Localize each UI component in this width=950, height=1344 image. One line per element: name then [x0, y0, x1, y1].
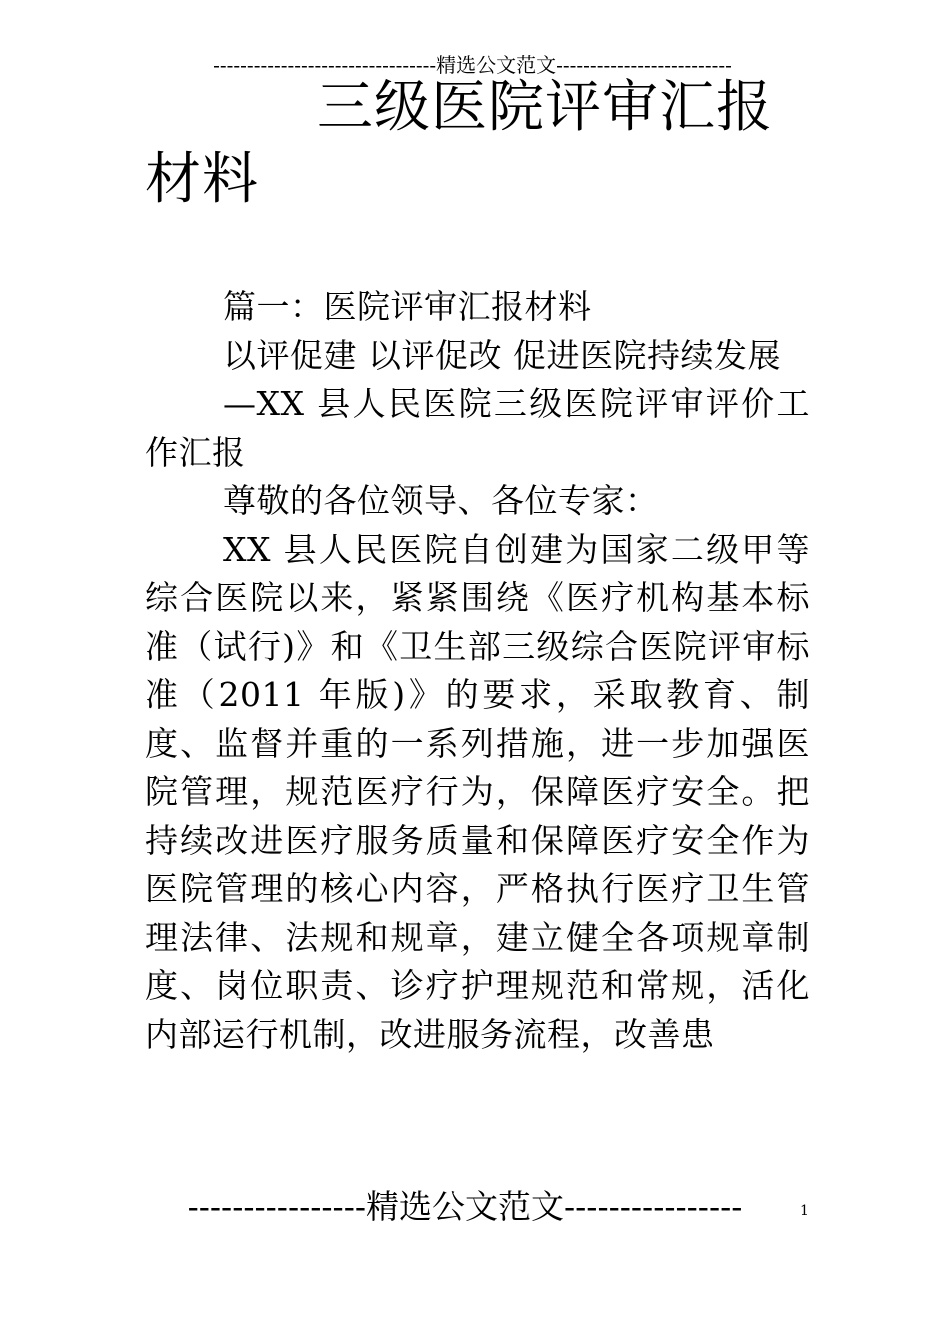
page-header: ---------------------------------精选公文范文--------------------------	[213, 53, 732, 77]
document-body	[145, 283, 810, 1059]
page-footer: ----------------精选公文范文----------------	[187, 1187, 743, 1226]
section-heading: 篇一：医院评审汇报材料	[223, 287, 592, 326]
document-title: 三级医院评审汇报材料	[145, 75, 773, 212]
body-paragraph: XX 县人民医院自创建为国家二级甲等综合医院以来，紧紧围绕《医疗机构基本标准（试行)》和《卫生部三级综合医院评审标准（2011 年版)》的要求，采取教育、制度、监督并重的一系列措施，进一步加强医院管理，规范医疗行为，保障医疗安全。把持续改进医疗服务质量和保障医疗安全作为医院管理的核心内容，严格执行医疗卫生管理法律、法规和规章，建立健全各项规章制度、岗位职责、诊疗护理规范和常规，活化内部运行机制，改进服务流程，改善患	[145, 529, 810, 1054]
page-number: 1	[800, 1203, 809, 1219]
salutation: 尊敬的各位领导、各位专家：	[223, 481, 659, 520]
report-subtitle: 以评促建 以评促改 促进医院持续发展	[223, 335, 781, 375]
report-subtitle-detail: —XX 县人民医院三级医院评审评价工作汇报	[145, 384, 810, 472]
